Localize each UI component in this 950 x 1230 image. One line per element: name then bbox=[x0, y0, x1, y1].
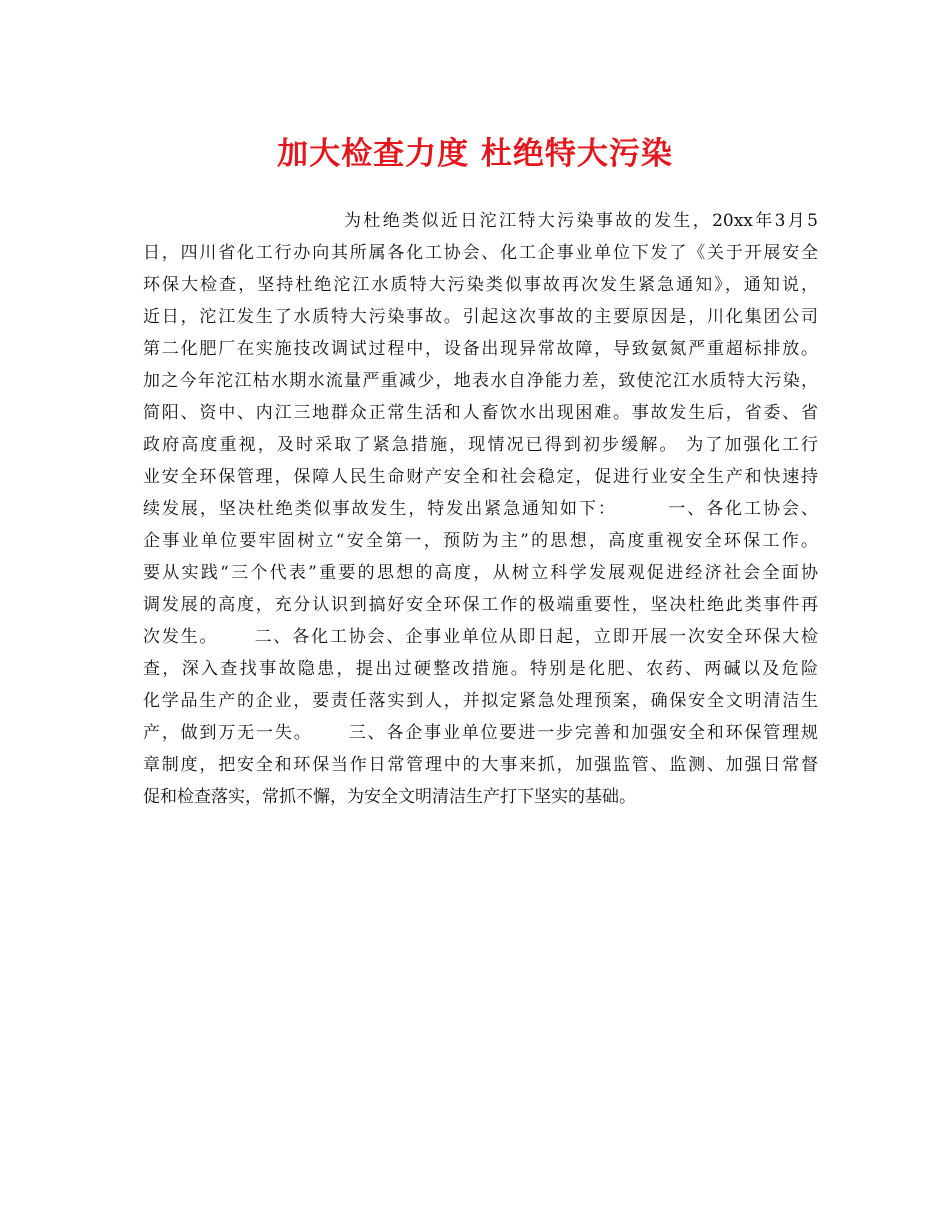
body-line: 企事业单位要牢固树立“安全第一，预防为主”的思想，高度重视安全环保工作。 bbox=[143, 531, 818, 551]
document-title: 加大检查力度 杜绝特大污染 bbox=[277, 136, 673, 172]
body-line: 环保大检查，坚持杜绝沱江水质特大污染类似事故再次发生紧急通知》，通知说， bbox=[143, 275, 818, 295]
body-line: 加之今年沱江枯水期水流量严重减少，地表水自净能力差，致使沱江水质特大污染， bbox=[143, 371, 818, 391]
body-line: 近日，沱江发生了水质特大污染事故。引起这次事故的主要原因是，川化集团公司 bbox=[143, 307, 818, 327]
body-line: 续发展，坚决杜绝类似事故发生，特发出紧急通知如下： 一、各化工协会、 bbox=[143, 499, 818, 519]
body-line: 第二化肥厂在实施技改调试过程中，设备出现异常故障，导致氨氮严重超标排放。 bbox=[143, 339, 818, 359]
body-line: 产，做到万无一失。 三、各企事业单位要进一步完善和加强安全和环保管理规 bbox=[143, 723, 818, 743]
body-line: 简阳、资中、内江三地群众正常生活和人畜饮水出现困难。事故发生后，省委、省 bbox=[143, 403, 818, 423]
body-line: 为杜绝类似近日沱江特大污染事故的发生，20xx年3月5 bbox=[344, 211, 818, 231]
body-line: 日，四川省化工行办向其所属各化工协会、化工企事业单位下发了《关于开展安全 bbox=[143, 243, 818, 263]
body-line: 要从实践“三个代表”重要的思想的高度，从树立科学发展观促进经济社会全面协 bbox=[143, 563, 818, 583]
body-line: 次发生。 二、各化工协会、企事业单位从即日起，立即开展一次安全环保大检 bbox=[143, 627, 818, 647]
body-line: 查，深入查找事故隐患，提出过硬整改措施。特别是化肥、农药、两碱以及危险 bbox=[143, 659, 818, 679]
body-line: 政府高度重视，及时采取了紧急措施，现情况已得到初步缓解。 为了加强化工行 bbox=[143, 435, 818, 455]
body-line: 调发展的高度，充分认识到搞好安全环保工作的极端重要性，坚决杜绝此类事件再 bbox=[143, 595, 818, 615]
body-line: 业安全环保管理，保障人民生命财产安全和社会稳定，促进行业安全生产和快速持 bbox=[143, 467, 818, 487]
body-line: 化学品生产的企业，要责任落实到人，并拟定紧急处理预案，确保安全文明清洁生 bbox=[143, 691, 818, 711]
body-line: 章制度，把安全和环保当作日常管理中的大事来抓，加强监管、监测、加强日常督 bbox=[143, 755, 818, 775]
document-body bbox=[143, 205, 818, 813]
body-line: 促和检查落实，常抓不懈，为安全文明清洁生产打下坚实的基础。 bbox=[143, 787, 636, 807]
